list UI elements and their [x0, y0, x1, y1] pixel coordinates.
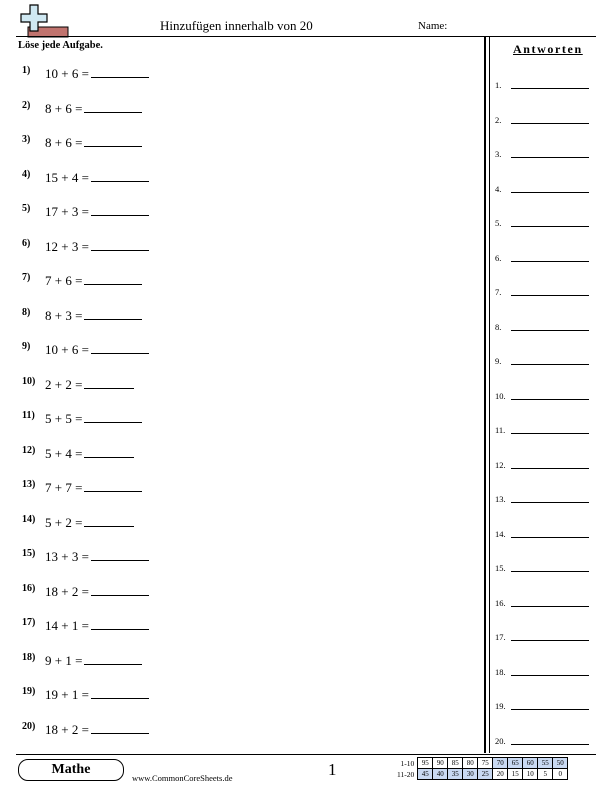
answer-blank[interactable] — [91, 169, 149, 182]
score-cell: 35 — [448, 769, 463, 780]
answer-line[interactable] — [511, 502, 589, 503]
answer-line[interactable] — [511, 226, 589, 227]
problem-number: 6) — [22, 237, 31, 249]
answer-slot — [495, 734, 595, 748]
answer-line[interactable] — [511, 88, 589, 89]
instructions: Löse jede Aufgabe. — [18, 40, 103, 51]
problem-expression: 13 + 3 = — [45, 549, 89, 564]
problem-item — [22, 721, 149, 739]
answer-line[interactable] — [511, 433, 589, 434]
problem-number: 8) — [22, 306, 31, 318]
answer-line[interactable] — [511, 399, 589, 400]
score-cell: 5 — [538, 769, 553, 780]
page-number: 1 — [328, 760, 337, 779]
problem-item — [22, 617, 149, 635]
answer-line[interactable] — [511, 261, 589, 262]
answer-slot — [495, 354, 595, 368]
score-cell: 50 — [553, 758, 568, 769]
problem-expression: 7 + 6 = — [45, 273, 83, 288]
answer-line[interactable] — [511, 295, 589, 296]
problem-expression: 9 + 1 = — [45, 652, 83, 668]
score-cell: 55 — [538, 758, 553, 769]
answer-number: 10. — [495, 390, 506, 401]
problem-number: 13) — [22, 479, 36, 490]
answer-slot — [495, 113, 595, 127]
answer-line[interactable] — [511, 675, 589, 676]
score-cell: 75 — [478, 758, 493, 769]
score-row-label: 1-10 — [400, 758, 415, 768]
problem-number: 2) — [22, 99, 31, 111]
answer-number: 17. — [495, 632, 506, 642]
problem-expression: 10 + 6 = — [45, 342, 89, 357]
name-label: Name: — [418, 20, 448, 32]
answer-number: 15. — [495, 563, 506, 573]
answer-slot — [495, 389, 595, 403]
answer-blank[interactable] — [84, 100, 142, 113]
answer-number: 11. — [495, 425, 506, 435]
problem-number: 3) — [22, 134, 31, 145]
answer-blank[interactable] — [84, 652, 142, 665]
problem-number: 20) — [22, 720, 36, 732]
answer-blank[interactable] — [91, 617, 149, 630]
problem-item — [22, 307, 142, 325]
problem-item — [22, 203, 149, 221]
answer-number: 2. — [495, 114, 502, 125]
answer-number: 1. — [495, 80, 502, 90]
answer-line[interactable] — [511, 468, 589, 469]
problem-expression: 5 + 2 = — [45, 514, 83, 530]
problem-item — [22, 583, 149, 601]
answer-number: 16. — [495, 597, 506, 608]
answer-blank[interactable] — [91, 548, 149, 561]
problem-number: 16) — [22, 582, 36, 594]
problem-item — [22, 65, 149, 83]
problem-number: 18) — [22, 651, 36, 663]
score-cell: 30 — [463, 769, 478, 780]
problem-expression: 7 + 7 = — [45, 480, 83, 495]
answer-slot — [495, 665, 595, 679]
answer-line[interactable] — [511, 744, 589, 745]
score-row — [396, 758, 568, 769]
answer-slot — [495, 527, 595, 541]
subject-badge: Mathe — [18, 759, 124, 781]
score-cell: 80 — [463, 758, 478, 769]
problem-number: 5) — [22, 203, 31, 214]
problem-number: 14) — [22, 513, 36, 525]
problem-item — [22, 548, 149, 566]
answer-blank[interactable] — [84, 134, 142, 147]
problem-item — [22, 445, 134, 463]
answer-number: 20. — [495, 735, 506, 746]
answer-blank[interactable] — [91, 686, 149, 699]
answer-blank[interactable] — [91, 203, 149, 216]
answer-line[interactable] — [511, 157, 589, 158]
plus-sign-icon — [18, 4, 70, 38]
answer-blank[interactable] — [91, 65, 149, 78]
answer-line[interactable] — [511, 192, 589, 193]
problem-item — [22, 341, 149, 359]
problem-item — [22, 514, 134, 532]
answer-blank[interactable] — [91, 238, 149, 251]
answer-line[interactable] — [511, 571, 589, 572]
problem-number: 17) — [22, 617, 36, 628]
answer-number: 6. — [495, 252, 502, 263]
answer-line[interactable] — [511, 709, 589, 710]
score-cell: 0 — [553, 769, 568, 780]
answer-blank[interactable] — [84, 376, 134, 389]
problem-item — [22, 169, 149, 187]
score-cell: 15 — [508, 769, 523, 780]
header-divider — [16, 36, 596, 37]
score-cell: 10 — [523, 769, 538, 780]
problem-item — [22, 410, 142, 428]
problem-number: 19) — [22, 686, 36, 697]
problem-number: 7) — [22, 272, 31, 283]
answer-line[interactable] — [511, 330, 589, 331]
score-cell: 20 — [493, 769, 508, 780]
answer-slot — [495, 182, 595, 196]
problem-expression: 5 + 4 = — [45, 445, 83, 461]
answer-slot — [495, 596, 595, 610]
score-cell: 65 — [508, 758, 523, 769]
site-url: www.CommonCoreSheets.de — [132, 773, 233, 783]
answer-number: 14. — [495, 528, 506, 539]
problem-expression: 14 + 1 = — [45, 618, 89, 633]
score-cell: 95 — [418, 758, 433, 769]
answer-slot — [495, 423, 595, 437]
column-divider — [484, 37, 486, 753]
problem-number: 12) — [22, 444, 36, 456]
answer-slot — [495, 78, 595, 92]
problem-item — [22, 479, 142, 497]
problem-expression: 15 + 4 = — [45, 169, 89, 185]
score-cell: 45 — [418, 769, 433, 780]
problem-number: 11) — [22, 410, 35, 421]
problem-expression: 8 + 6 = — [45, 135, 83, 150]
answer-number: 5. — [495, 218, 502, 228]
answer-blank[interactable] — [91, 721, 149, 734]
answer-number: 19. — [495, 701, 506, 711]
score-cell: 70 — [493, 758, 508, 769]
problem-number: 15) — [22, 548, 36, 559]
answer-blank[interactable] — [84, 410, 142, 423]
answer-slot — [495, 251, 595, 265]
problem-expression: 2 + 2 = — [45, 376, 83, 392]
worksheet-title: Hinzufügen innerhalb von 20 — [160, 18, 313, 33]
problem-expression: 12 + 3 = — [45, 238, 89, 254]
answer-slot — [495, 561, 595, 575]
problem-expression: 10 + 6 = — [45, 66, 89, 81]
answer-blank[interactable] — [84, 272, 142, 285]
problem-item — [22, 376, 134, 394]
problem-item — [22, 686, 149, 704]
problem-number: 1) — [22, 65, 31, 76]
answer-line[interactable] — [511, 364, 589, 365]
problem-item — [22, 238, 149, 256]
problem-expression: 19 + 1 = — [45, 687, 89, 702]
answer-slot — [495, 320, 595, 334]
answer-number: 13. — [495, 494, 506, 504]
answer-blank[interactable] — [84, 514, 134, 527]
answer-number: 3. — [495, 149, 502, 159]
score-cell: 60 — [523, 758, 538, 769]
score-row — [396, 769, 568, 780]
answer-number: 12. — [495, 459, 506, 470]
problem-expression: 18 + 2 = — [45, 583, 89, 599]
answer-slot — [495, 285, 595, 299]
answer-number: 18. — [495, 666, 506, 677]
score-row-label: 11-20 — [397, 769, 415, 779]
problem-item — [22, 134, 142, 152]
problem-expression: 18 + 2 = — [45, 721, 89, 737]
answer-blank[interactable] — [84, 307, 142, 320]
answer-number: 9. — [495, 356, 502, 366]
score-cell: 90 — [433, 758, 448, 769]
problem-expression: 8 + 6 = — [45, 100, 83, 116]
score-table — [396, 757, 568, 780]
column-divider-inner — [489, 37, 490, 753]
answer-number: 4. — [495, 183, 502, 194]
answer-number: 7. — [495, 287, 502, 297]
problem-expression: 5 + 5 = — [45, 411, 83, 426]
answer-blank[interactable] — [84, 445, 134, 458]
answer-slot — [495, 699, 595, 713]
answer-slot — [495, 492, 595, 506]
answer-slot — [495, 216, 595, 230]
answer-blank[interactable] — [91, 583, 149, 596]
problem-item — [22, 652, 142, 670]
problem-item — [22, 100, 142, 118]
answer-line[interactable] — [511, 123, 589, 124]
answer-number: 8. — [495, 321, 502, 332]
problem-number: 10) — [22, 375, 36, 387]
problem-expression: 8 + 3 = — [45, 307, 83, 323]
answer-slot — [495, 458, 595, 472]
answer-blank[interactable] — [91, 341, 149, 354]
answers-title: Antworten — [513, 42, 583, 56]
answer-slot — [495, 630, 595, 644]
problem-item — [22, 272, 142, 290]
problem-number: 4) — [22, 168, 31, 180]
problem-number: 9) — [22, 341, 31, 352]
answer-line[interactable] — [511, 640, 589, 641]
footer-divider — [16, 754, 596, 755]
problem-expression: 17 + 3 = — [45, 204, 89, 219]
answer-blank[interactable] — [84, 479, 142, 492]
answer-line[interactable] — [511, 537, 589, 538]
score-cell: 25 — [478, 769, 493, 780]
score-cell: 40 — [433, 769, 448, 780]
answer-line[interactable] — [511, 606, 589, 607]
answer-slot — [495, 147, 595, 161]
score-cell: 85 — [448, 758, 463, 769]
